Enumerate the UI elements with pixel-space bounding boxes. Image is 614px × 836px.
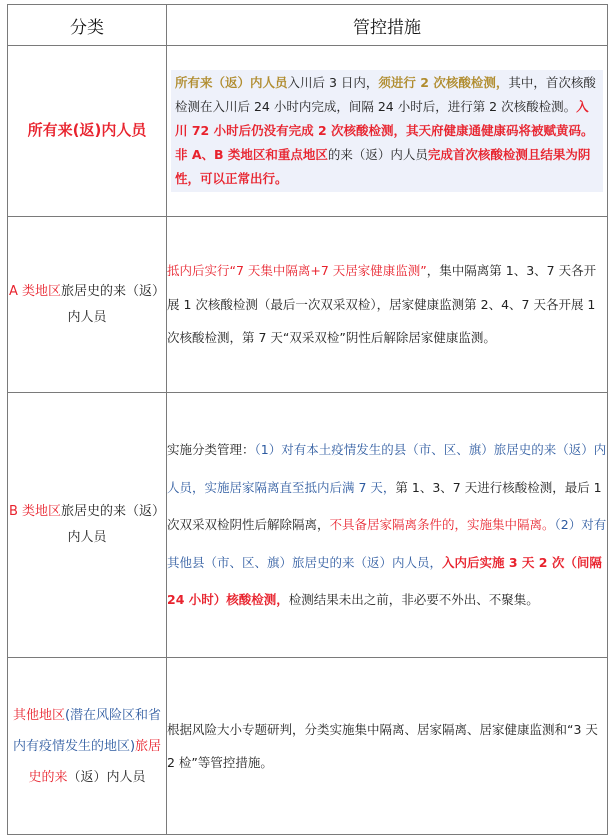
table-row — [8, 217, 608, 393]
table-row — [8, 393, 608, 658]
control-measures-table — [7, 4, 608, 835]
measures-text: 所有来（返）内人员入川后 3 日内，须进行 2 次核酸检测，其中，首次核酸检测在入川后 24 小时内完成，间隔 24 小时后，进行第 2 次核酸检测。入川 72 小时后仍没有完成 2 次核酸检测，其天府健康通健康码将被赋黄码。 非 A、B 类地区和重点地区的来（返）内人员完成首次核酸检测且结果为阴性，可以正常出行。 — [171, 70, 603, 192]
category-cell — [8, 46, 167, 217]
category-label: 所有来(返)内人员 — [27, 121, 147, 139]
header-category: 分类 — [8, 5, 167, 46]
header-measures: 管控措施 — [167, 5, 608, 46]
category-cell: 其他地区(潜在风险区和省内有疫情发生的地区)旅居史的来（返）内人员 — [8, 658, 167, 835]
measures-cell — [167, 46, 608, 217]
table-row — [8, 658, 608, 835]
measures-cell: 根据风险大小专题研判，分类实施集中隔离、居家隔离、居家健康监测和“3 天 2 检”等管控措施。 — [167, 658, 608, 835]
table-row — [8, 46, 608, 217]
measures-cell: 实施分类管理：（1）对有本土疫情发生的县（市、区、旗）旅居史的来（返）内人员，实施居家隔离直至抵内后满 7 天，第 1、3、7 天进行核酸检测，最后 1 次双采双检阴性后解除隔离，不具备居家隔离条件的，实施集中隔离。（2）对有其他县（市、区、旗）旅居史的来（返）内人员，入内后实施 3 天 2 次（间隔 24 小时）核酸检测，检测结果未出之前，非必要不外出、不聚集。 — [167, 393, 608, 658]
category-cell: A 类地区旅居史的来（返）内人员 — [8, 217, 167, 393]
measures-cell: 抵内后实行“7 天集中隔离+7 天居家健康监测”，集中隔离第 1、3、7 天各开展 1 次核酸检测（最后一次双采双检），居家健康监测第 2、4、7 天各开展 1 次核酸检测，第 7 天“双采双检”阴性后解除居家健康监测。 — [167, 217, 608, 393]
category-cell: B 类地区旅居史的来（返）内人员 — [8, 393, 167, 658]
